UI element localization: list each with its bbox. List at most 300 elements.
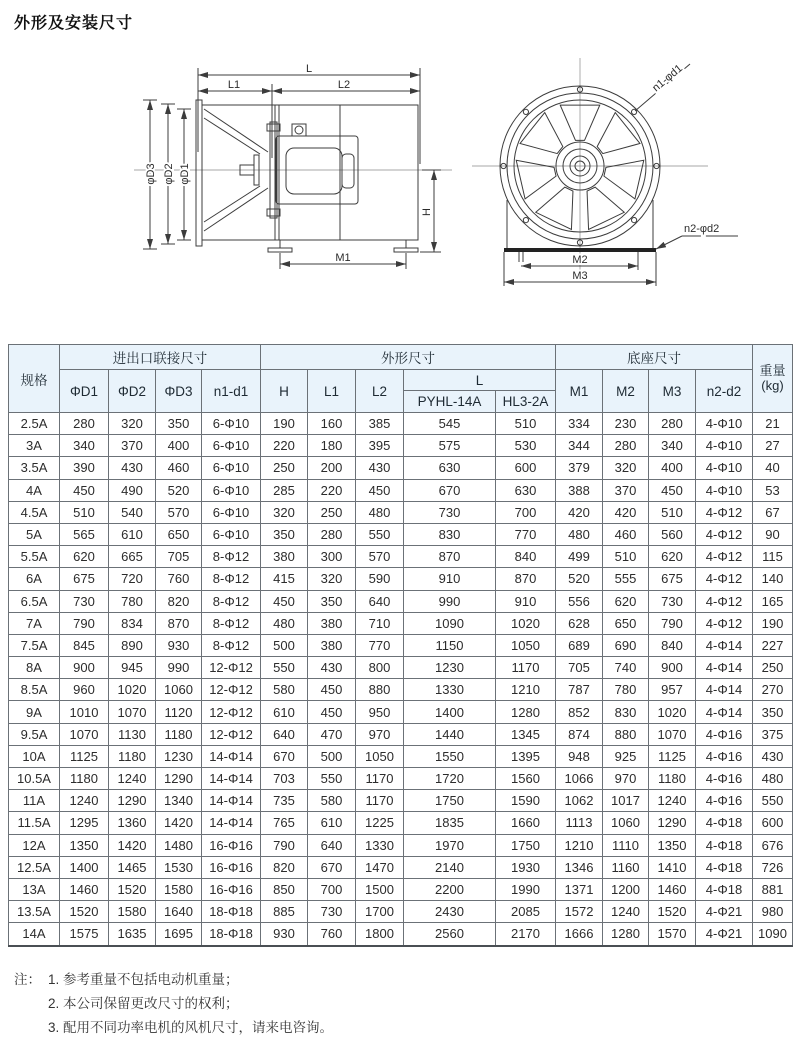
dimension-lines-top [198, 63, 420, 164]
value-cell: 948 [556, 745, 603, 767]
value-cell: 1970 [404, 834, 496, 856]
value-cell: 1930 [496, 856, 556, 878]
value-cell: 1640 [156, 901, 202, 923]
value-cell: 4-Φ14 [696, 701, 753, 723]
value-cell: 880 [356, 679, 404, 701]
header-m1: M1 [556, 370, 603, 413]
value-cell: 790 [60, 612, 109, 634]
value-cell: 580 [261, 679, 308, 701]
dimension-spec-table [8, 344, 793, 947]
value-cell: 320 [109, 413, 156, 435]
page-title: 外形及安装尺寸 [14, 15, 134, 32]
value-cell: 1050 [496, 634, 556, 656]
value-cell: 21 [753, 413, 793, 435]
value-cell: 388 [556, 479, 603, 501]
value-cell: 480 [261, 612, 308, 634]
value-cell: 1350 [649, 834, 696, 856]
value-cell: 430 [109, 457, 156, 479]
value-cell: 790 [649, 612, 696, 634]
value-cell: 1017 [603, 790, 649, 812]
table-row [9, 701, 793, 723]
value-cell: 628 [556, 612, 603, 634]
value-cell: 1180 [156, 723, 202, 745]
value-cell: 665 [109, 546, 156, 568]
note-text: 1. 参考重量不包括电动机重量； [48, 972, 239, 987]
value-cell: 415 [261, 568, 308, 590]
value-cell: 4-Φ10 [696, 435, 753, 457]
table-row [9, 745, 793, 767]
value-cell: 280 [60, 413, 109, 435]
value-cell: 1070 [649, 723, 696, 745]
value-cell: 730 [308, 901, 356, 923]
header-m2: M2 [603, 370, 649, 413]
value-cell: 1400 [404, 701, 496, 723]
value-cell: 930 [156, 634, 202, 656]
value-cell: 850 [261, 878, 308, 900]
value-cell: 1062 [556, 790, 603, 812]
value-cell: 1572 [556, 901, 603, 923]
value-cell: 1230 [156, 745, 202, 767]
value-cell: 690 [603, 634, 649, 656]
value-cell: 700 [496, 501, 556, 523]
spec-cell: 5A [9, 523, 60, 545]
header-m3: M3 [649, 370, 696, 413]
value-cell: 820 [156, 590, 202, 612]
value-cell: 640 [356, 590, 404, 612]
value-cell: 881 [753, 878, 793, 900]
value-cell: 550 [356, 523, 404, 545]
value-cell: 2560 [404, 923, 496, 946]
value-cell: 12-Φ12 [202, 723, 261, 745]
value-cell: 990 [156, 657, 202, 679]
value-cell: 1720 [404, 768, 496, 790]
value-cell: 885 [261, 901, 308, 923]
value-cell: 1240 [649, 790, 696, 812]
value-cell: 510 [60, 501, 109, 523]
fan-front-view-drawing [460, 48, 800, 298]
value-cell: 4-Φ10 [696, 479, 753, 501]
header-h: H [261, 370, 308, 413]
spec-cell: 13.5A [9, 901, 60, 923]
value-cell: 450 [356, 479, 404, 501]
value-cell: 1520 [649, 901, 696, 923]
table-row [9, 812, 793, 834]
value-cell: 830 [404, 523, 496, 545]
table-row [9, 856, 793, 878]
header-d2: ΦD2 [109, 370, 156, 413]
value-cell: 1290 [109, 790, 156, 812]
spec-cell: 10A [9, 745, 60, 767]
header-d1: ΦD1 [60, 370, 109, 413]
value-cell: 1835 [404, 812, 496, 834]
value-cell: 1290 [649, 812, 696, 834]
value-cell: 280 [649, 413, 696, 435]
value-cell: 765 [261, 812, 308, 834]
value-cell: 375 [753, 723, 793, 745]
value-cell: 1420 [156, 812, 202, 834]
value-cell: 280 [603, 435, 649, 457]
value-cell: 760 [308, 923, 356, 946]
value-cell: 834 [109, 612, 156, 634]
spec-cell: 6A [9, 568, 60, 590]
value-cell: 510 [603, 546, 649, 568]
value-cell: 770 [356, 634, 404, 656]
value-cell: 300 [308, 546, 356, 568]
value-cell: 460 [603, 523, 649, 545]
value-cell: 560 [649, 523, 696, 545]
header-group-connection: 进出口联接尺寸 [60, 345, 261, 370]
spec-cell: 4A [9, 479, 60, 501]
value-cell: 650 [603, 612, 649, 634]
value-cell: 1666 [556, 923, 603, 946]
value-cell: 1240 [60, 790, 109, 812]
value-cell: 320 [308, 568, 356, 590]
value-cell: 67 [753, 501, 793, 523]
value-cell: 570 [356, 546, 404, 568]
spec-cell: 4.5A [9, 501, 60, 523]
value-cell: 1225 [356, 812, 404, 834]
value-cell: 1580 [109, 901, 156, 923]
value-cell: 1575 [60, 923, 109, 946]
value-cell: 190 [261, 413, 308, 435]
value-cell: 4-Φ14 [696, 634, 753, 656]
value-cell: 1060 [603, 812, 649, 834]
spec-cell: 10.5A [9, 768, 60, 790]
value-cell: 460 [156, 457, 202, 479]
value-cell: 1280 [603, 923, 649, 946]
value-cell: 852 [556, 701, 603, 723]
dim-label-L1: L1 [227, 79, 241, 91]
value-cell: 500 [308, 745, 356, 767]
value-cell: 1346 [556, 856, 603, 878]
dim-label-L: L [305, 63, 313, 75]
value-cell: 2430 [404, 901, 496, 923]
value-cell: 1750 [404, 790, 496, 812]
value-cell: 480 [753, 768, 793, 790]
value-cell: 250 [753, 657, 793, 679]
value-cell: 40 [753, 457, 793, 479]
value-cell: 1150 [404, 634, 496, 656]
value-cell: 945 [109, 657, 156, 679]
value-cell: 1125 [649, 745, 696, 767]
value-cell: 1210 [556, 834, 603, 856]
value-cell: 1750 [496, 834, 556, 856]
value-cell: 4-Φ14 [696, 679, 753, 701]
value-cell: 1020 [649, 701, 696, 723]
value-cell: 1020 [496, 612, 556, 634]
value-cell: 14-Φ14 [202, 745, 261, 767]
mounting-feet [268, 240, 418, 252]
value-cell: 1090 [404, 612, 496, 634]
value-cell: 400 [649, 457, 696, 479]
spec-cell: 9.5A [9, 723, 60, 745]
value-cell: 800 [356, 657, 404, 679]
value-cell: 1550 [404, 745, 496, 767]
value-cell: 1470 [356, 856, 404, 878]
value-cell: 395 [356, 435, 404, 457]
callout-n1-d1 [635, 62, 690, 111]
value-cell: 16-Φ16 [202, 856, 261, 878]
value-cell: 470 [308, 723, 356, 745]
value-cell: 4-Φ12 [696, 546, 753, 568]
value-cell: 1180 [60, 768, 109, 790]
value-cell: 4-Φ18 [696, 878, 753, 900]
callout-label-n2-d2: n2-φd2 [684, 223, 720, 235]
value-cell: 8-Φ12 [202, 612, 261, 634]
value-cell: 500 [261, 634, 308, 656]
value-cell: 703 [261, 768, 308, 790]
table-row [9, 457, 793, 479]
value-cell: 4-Φ16 [696, 745, 753, 767]
value-cell: 350 [753, 701, 793, 723]
value-cell: 6-Φ10 [202, 457, 261, 479]
value-cell: 970 [356, 723, 404, 745]
value-cell: 4-Φ21 [696, 923, 753, 946]
callout-n2-d2 [656, 223, 738, 249]
value-cell: 1400 [60, 856, 109, 878]
value-cell: 480 [356, 501, 404, 523]
dim-label-L2: L2 [337, 79, 351, 91]
value-cell: 450 [308, 701, 356, 723]
header-n2d2: n2-d2 [696, 370, 753, 413]
value-cell: 1570 [649, 923, 696, 946]
value-cell: 4-Φ12 [696, 568, 753, 590]
value-cell: 380 [308, 612, 356, 634]
value-cell: 600 [753, 812, 793, 834]
spec-cell: 3A [9, 435, 60, 457]
spec-cell: 12.5A [9, 856, 60, 878]
value-cell: 8-Φ12 [202, 634, 261, 656]
value-cell: 220 [308, 479, 356, 501]
table-row [9, 834, 793, 856]
value-cell: 510 [496, 413, 556, 435]
value-cell: 1130 [109, 723, 156, 745]
dimension-M1 [280, 252, 406, 269]
value-cell: 4-Φ12 [696, 612, 753, 634]
value-cell: 1395 [496, 745, 556, 767]
dimension-H [420, 170, 441, 252]
value-cell: 350 [156, 413, 202, 435]
value-cell: 620 [603, 590, 649, 612]
dimension-lines-diameters [143, 100, 191, 249]
value-cell: 4-Φ16 [696, 723, 753, 745]
value-cell: 520 [156, 479, 202, 501]
value-cell: 227 [753, 634, 793, 656]
value-cell: 1520 [60, 901, 109, 923]
table-row [9, 657, 793, 679]
header-n1d1: n1-d1 [202, 370, 261, 413]
value-cell: 910 [496, 590, 556, 612]
value-cell: 950 [356, 701, 404, 723]
value-cell: 160 [308, 413, 356, 435]
value-cell: 910 [404, 568, 496, 590]
value-cell: 450 [649, 479, 696, 501]
value-cell: 900 [649, 657, 696, 679]
value-cell: 1170 [496, 657, 556, 679]
spec-cell: 12A [9, 834, 60, 856]
table-row [9, 501, 793, 523]
value-cell: 1330 [404, 679, 496, 701]
table-row [9, 723, 793, 745]
value-cell: 610 [308, 812, 356, 834]
value-cell: 1280 [496, 701, 556, 723]
value-cell: 740 [603, 657, 649, 679]
value-cell: 510 [649, 501, 696, 523]
value-cell: 16-Φ16 [202, 834, 261, 856]
value-cell: 450 [60, 479, 109, 501]
spec-cell: 11.5A [9, 812, 60, 834]
header-pyhl-14a: PYHL-14A [404, 391, 496, 413]
value-cell: 705 [556, 657, 603, 679]
value-cell: 590 [356, 568, 404, 590]
value-cell: 570 [156, 501, 202, 523]
value-cell: 530 [496, 435, 556, 457]
value-cell: 385 [356, 413, 404, 435]
dim-label-D2: φD2 [163, 163, 175, 185]
value-cell: 250 [308, 501, 356, 523]
value-cell: 720 [109, 568, 156, 590]
value-cell: 370 [603, 479, 649, 501]
value-cell: 140 [753, 568, 793, 590]
value-cell: 1200 [603, 878, 649, 900]
value-cell: 4-Φ12 [696, 590, 753, 612]
value-cell: 1700 [356, 901, 404, 923]
value-cell: 545 [404, 413, 496, 435]
value-cell: 8-Φ12 [202, 546, 261, 568]
value-cell: 12-Φ12 [202, 679, 261, 701]
value-cell: 430 [753, 745, 793, 767]
value-cell: 220 [261, 435, 308, 457]
value-cell: 555 [603, 568, 649, 590]
spec-cell: 9A [9, 701, 60, 723]
value-cell: 90 [753, 523, 793, 545]
value-cell: 6-Φ10 [202, 413, 261, 435]
spec-cell: 8A [9, 657, 60, 679]
value-cell: 280 [308, 523, 356, 545]
spec-cell: 3.5A [9, 457, 60, 479]
value-cell: 350 [261, 523, 308, 545]
table-row [9, 413, 793, 435]
value-cell: 1290 [156, 768, 202, 790]
value-cell: 870 [496, 568, 556, 590]
value-cell: 1240 [109, 768, 156, 790]
value-cell: 2170 [496, 923, 556, 946]
value-cell: 1500 [356, 878, 404, 900]
value-cell: 12-Φ12 [202, 701, 261, 723]
value-cell: 787 [556, 679, 603, 701]
value-cell: 450 [308, 679, 356, 701]
table-row [9, 901, 793, 923]
value-cell: 4-Φ16 [696, 768, 753, 790]
value-cell: 1160 [603, 856, 649, 878]
value-cell: 726 [753, 856, 793, 878]
value-cell: 12-Φ12 [202, 657, 261, 679]
value-cell: 420 [556, 501, 603, 523]
value-cell: 2085 [496, 901, 556, 923]
value-cell: 700 [308, 878, 356, 900]
spec-cell: 13A [9, 878, 60, 900]
value-cell: 930 [261, 923, 308, 946]
spec-cell: 5.5A [9, 546, 60, 568]
value-cell: 1170 [356, 768, 404, 790]
note-text: 3. 配用不同功率电机的风机尺寸，请来电咨询。 [48, 1020, 334, 1035]
value-cell: 165 [753, 590, 793, 612]
value-cell: 1480 [156, 834, 202, 856]
header-l: L [404, 370, 556, 391]
value-cell: 689 [556, 634, 603, 656]
table-row [9, 790, 793, 812]
value-cell: 760 [156, 568, 202, 590]
value-cell: 840 [649, 634, 696, 656]
value-cell: 610 [109, 523, 156, 545]
spec-cell: 7.5A [9, 634, 60, 656]
value-cell: 18-Φ18 [202, 901, 261, 923]
dim-label-D1: φD1 [179, 163, 191, 185]
spec-cell: 6.5A [9, 590, 60, 612]
header-weight [753, 345, 793, 413]
value-cell: 180 [308, 435, 356, 457]
note-line-3 [14, 1016, 333, 1040]
value-cell: 925 [603, 745, 649, 767]
value-cell: 1330 [356, 834, 404, 856]
value-cell: 1110 [603, 834, 649, 856]
value-cell: 610 [261, 701, 308, 723]
value-cell: 990 [404, 590, 496, 612]
value-cell: 705 [156, 546, 202, 568]
value-cell: 830 [603, 701, 649, 723]
header-spec: 规格 [9, 345, 60, 413]
value-cell: 14-Φ14 [202, 790, 261, 812]
note-line-1 [14, 968, 333, 992]
table-row [9, 590, 793, 612]
value-cell: 1371 [556, 878, 603, 900]
value-cell: 670 [404, 479, 496, 501]
dim-label-M1: M1 [335, 252, 351, 264]
value-cell: 230 [603, 413, 649, 435]
value-cell: 730 [404, 501, 496, 523]
value-cell: 630 [496, 479, 556, 501]
value-cell: 550 [308, 768, 356, 790]
value-cell: 6-Φ10 [202, 501, 261, 523]
value-cell: 499 [556, 546, 603, 568]
value-cell: 14-Φ14 [202, 768, 261, 790]
value-cell: 1180 [109, 745, 156, 767]
value-cell: 4-Φ21 [696, 901, 753, 923]
value-cell: 1340 [156, 790, 202, 812]
value-cell: 1070 [60, 723, 109, 745]
value-cell: 2140 [404, 856, 496, 878]
value-cell: 620 [60, 546, 109, 568]
dim-label-D3: φD3 [145, 163, 157, 185]
value-cell: 730 [649, 590, 696, 612]
value-cell: 870 [404, 546, 496, 568]
value-cell: 16-Φ16 [202, 878, 261, 900]
value-cell: 1420 [109, 834, 156, 856]
value-cell: 1060 [156, 679, 202, 701]
header-l1: L1 [308, 370, 356, 413]
value-cell: 115 [753, 546, 793, 568]
value-cell: 880 [603, 723, 649, 745]
dim-label-H: H [421, 208, 433, 216]
value-cell: 1590 [496, 790, 556, 812]
table-row [9, 523, 793, 545]
value-cell: 320 [261, 501, 308, 523]
spec-cell: 7A [9, 612, 60, 634]
value-cell: 420 [603, 501, 649, 523]
header-weight-line1: 重量 [759, 362, 786, 378]
dimension-M2 [521, 254, 638, 266]
value-cell: 1460 [649, 878, 696, 900]
